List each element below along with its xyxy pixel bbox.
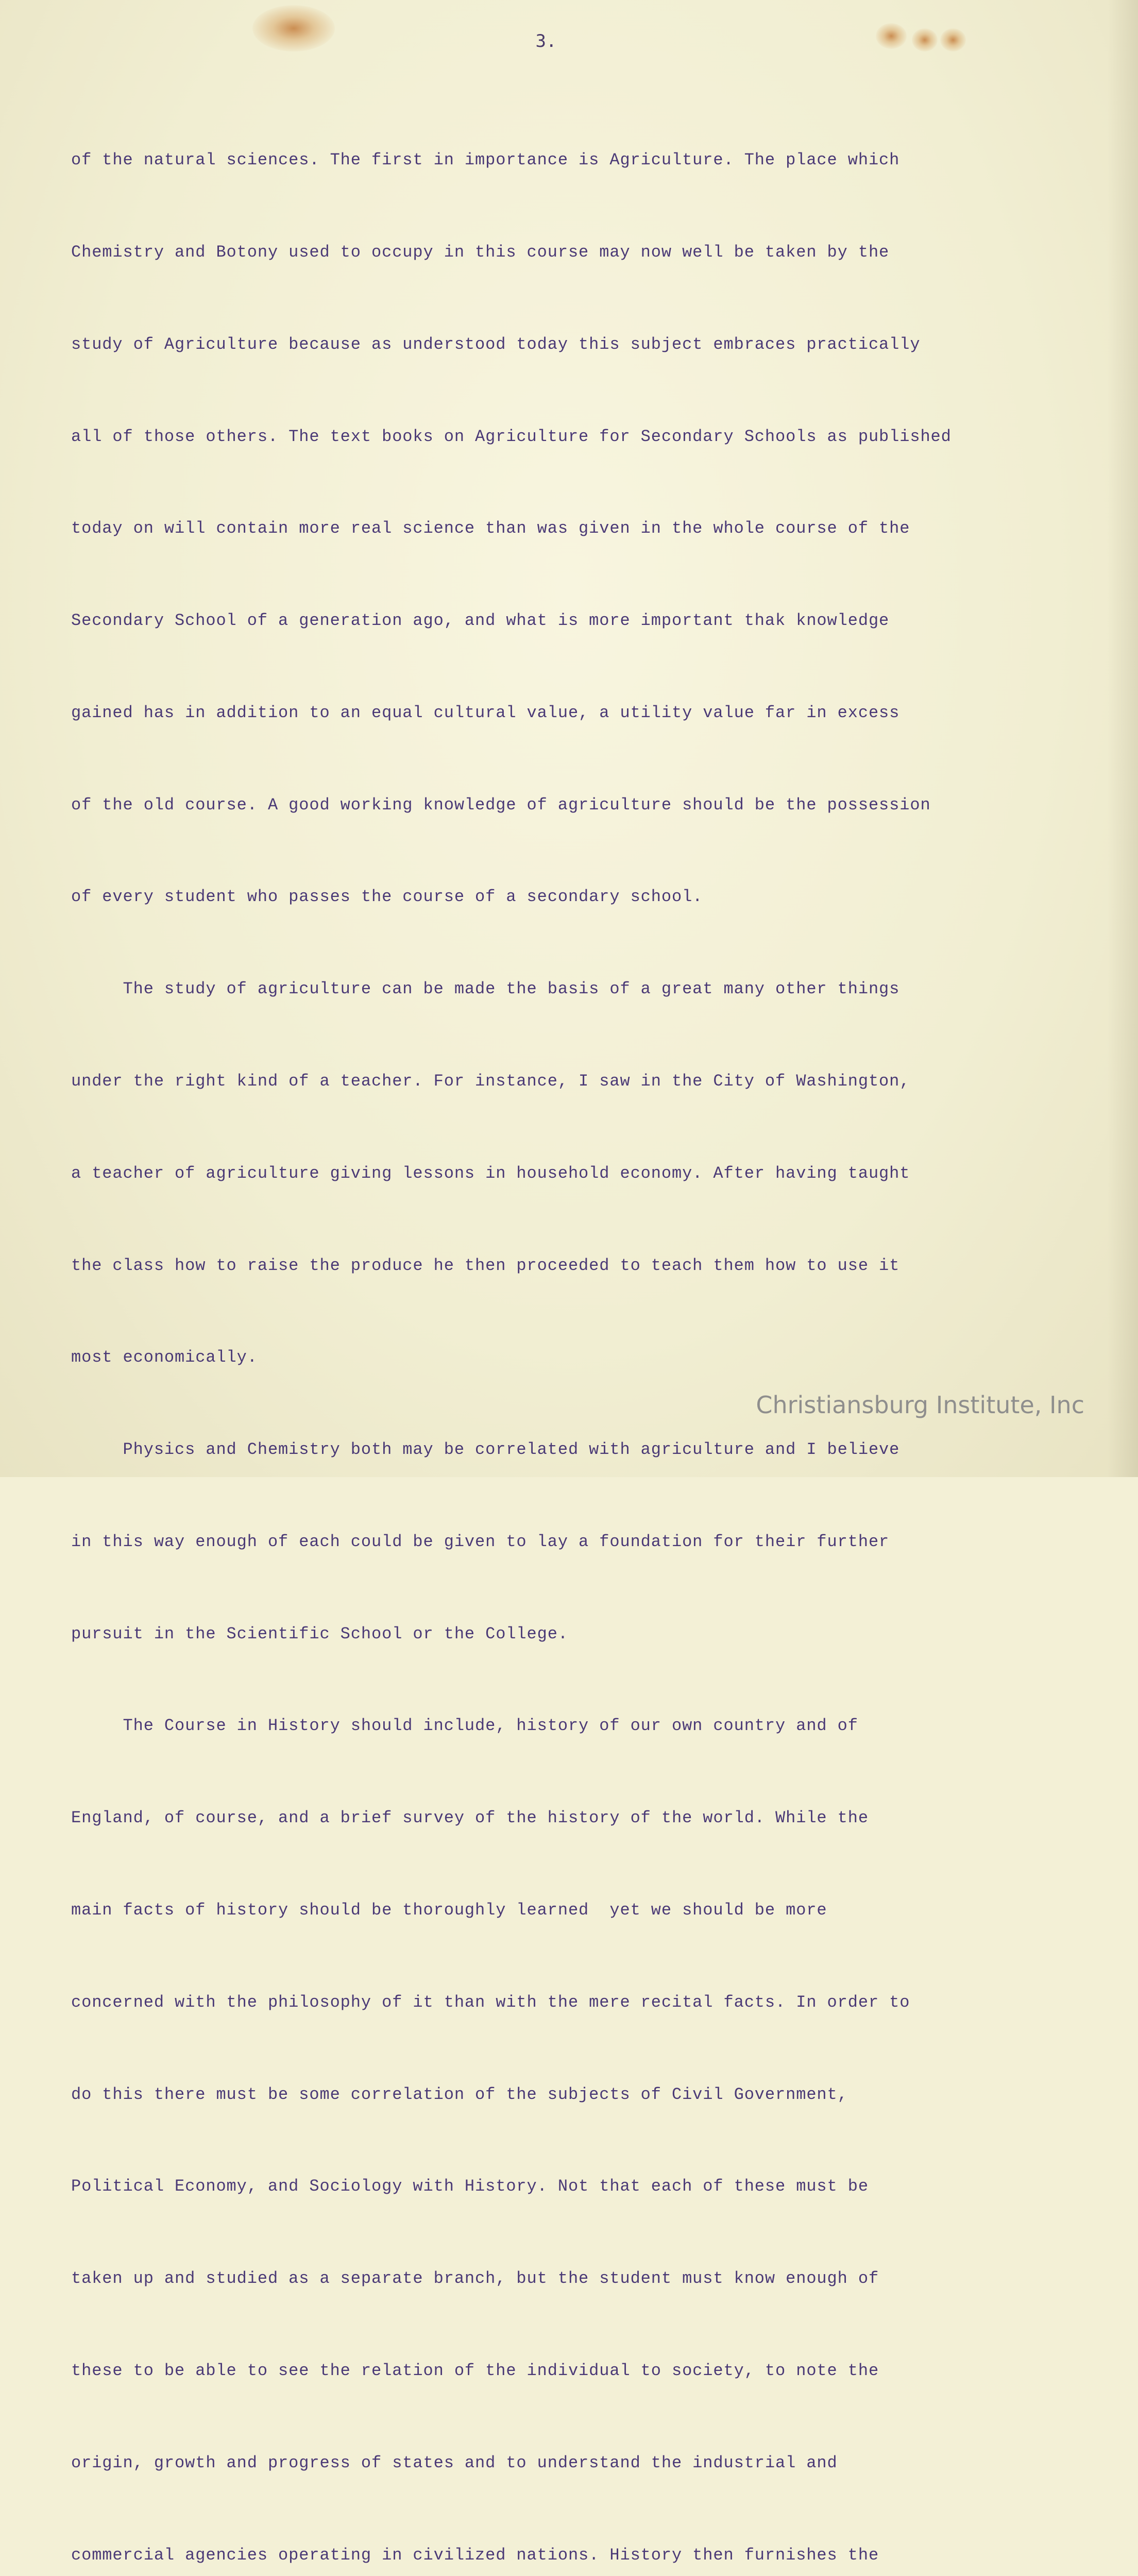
text-line: the class how to raise the produce he then proceeded to teach them how to use it [71,1256,900,1275]
rust-stain [912,28,938,52]
typed-body-text [71,83,1122,2576]
text-line: of the natural sciences. The first in importance is Agriculture. The place which [71,150,900,170]
text-line: commercial agencies operating in civilized nations. History then furnishes the [71,2545,879,2565]
text-line: most economically. [71,1348,258,1367]
text-line: a teacher of agriculture giving lessons in household economy. After having taught [71,1163,910,1183]
text-line: study of Agriculture because as understood today this subject embraces practically [71,334,921,354]
page-number: 3. [535,31,557,52]
text-line: main facts of history should be thoroughly learned yet we should be more [71,1901,827,1920]
text-line: The study of agriculture can be made the basis of a great many other things [71,979,900,999]
rust-stain [252,5,335,52]
text-line: under the right kind of a teacher. For instance, I saw in the City of Washington, [71,1072,910,1091]
text-line: all of those others. The text books on Agriculture for Secondary Schools as published [71,427,952,446]
text-line: concerned with the philosophy of it than with the mere recital facts. In order to [71,1992,910,2012]
rust-stain [876,23,907,49]
text-line: Chemistry and Botony used to occupy in this course may now well be taken by the [71,242,890,262]
text-line: do this there must be some correlation of the subjects of Civil Government, [71,2084,848,2104]
text-line: of the old course. A good working knowledge of agriculture should be the possession [71,795,931,815]
text-line: origin, growth and progress of states and to understand the industrial and [71,2453,838,2472]
text-line: England, of course, and a brief survey of the history of the world. While the [71,1808,869,1828]
text-line: taken up and studied as a separate branch, but the student must know enough of [71,2269,879,2289]
text-line: pursuit in the Scientific School or the College. [71,1624,568,1643]
text-line: today on will contain more real science than was given in the whole course of the [71,519,910,538]
text-line: of every student who passes the course of a secondary school. [71,887,703,907]
rust-stain [940,28,966,52]
text-line: in this way enough of each could be given to lay a foundation for their further [71,1532,890,1551]
watermark: Christiansburg Institute, Inc [756,1391,1084,1419]
text-line: gained has in addition to an equal cultural value, a utility value far in excess [71,703,900,722]
text-line: Political Economy, and Sociology with History. Not that each of these must be [71,2177,869,2196]
text-line: Physics and Chemistry both may be correlated with agriculture and I believe [71,1440,900,1460]
text-line: these to be able to see the relation of the individual to society, to note the [71,2361,879,2380]
text-line: Secondary School of a generation ago, and what is more important thak knowledge [71,611,890,631]
text-line: The Course in History should include, history of our own country and of [71,1716,858,1736]
